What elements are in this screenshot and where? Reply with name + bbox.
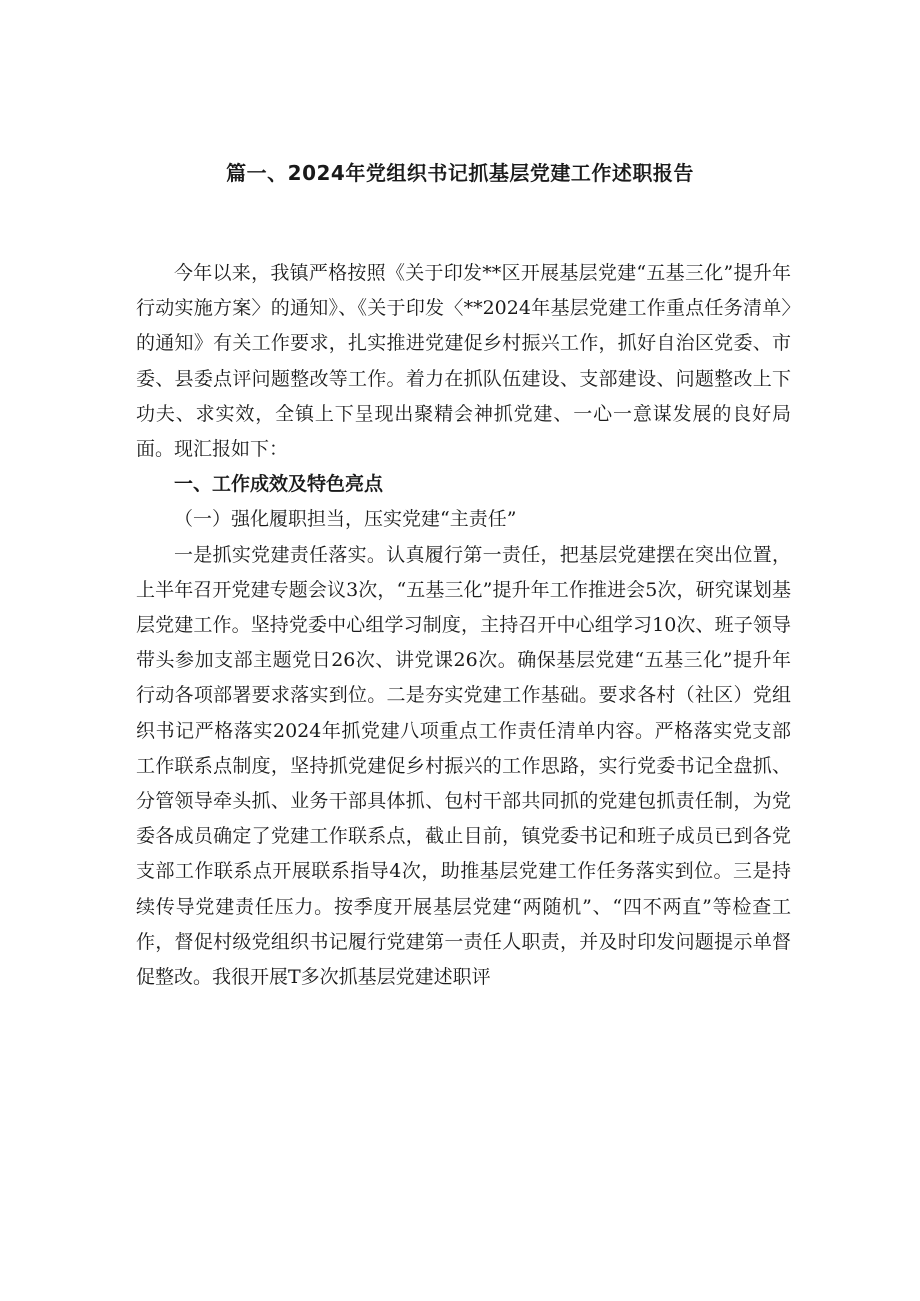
section-subheading: （一）强化履职担当，压实党建“主责任” — [174, 508, 517, 531]
intro-paragraph: 今年以来，我镇严格按照《关于印发**区开展基层党建“五基三化”提升年行动实施方案〉的通知》、《关于印发〈**2024年基层党建工作重点任务清单〉的通知》有关工作要求，扎实推进党建促乡村振兴工作，抓好自治区党委、市委、县委点评问题整改等工作。着力在抓队伍建设、支部建设、问题整改上下功夫、求实效，全镇上下呈现出聚精会神抓党建、一心一意谋发展的良好局面。现汇报如下： — [136, 262, 791, 461]
document-body — [136, 256, 791, 995]
document-title: 篇一、2024年党组织书记抓基层党建工作述职报告 — [226, 161, 694, 185]
section-heading: 一、工作成效及特色亮点 — [174, 473, 384, 496]
section-body-paragraph: 一是抓实党建责任落实。认真履行第一责任，把基层党建摆在突出位置，上半年召开党建专题会议3次，“五基三化”提升年工作推进会5次，研究谋划基层党建工作。坚持党委中心组学习制度，主持召开中心组学习10次、班子领导带头参加支部主题党日26次、讲党课26次。确保基层党建“五基三化”提升年行动各项部署要求落实到位。二是夯实党建工作基础。要求各村（社区）党组织书记严格落实2024年抓党建八项重点工作责任清单内容。严格落实党支部工作联系点制度，坚持抓党建促乡村振兴的工作思路，实行党委书记全盘抓、分管领导牵头抓、业务干部具体抓、包村干部共同抓的党建包抓责任制，为党委各成员确定了党建工作联系点，截止目前，镇党委书记和班子成员已到各党支部工作联系点开展联系指导4次，助推基层党建工作任务落实到位。三是持续传导党建责任压力。按季度开展基层党建“两随机”、“四不两直”等检查工作，督促村级党组织书记履行党建第一责任人职责，并及时印发问题提示单督促整改。我很开展T多次抓基层党建述职评 — [136, 543, 791, 989]
